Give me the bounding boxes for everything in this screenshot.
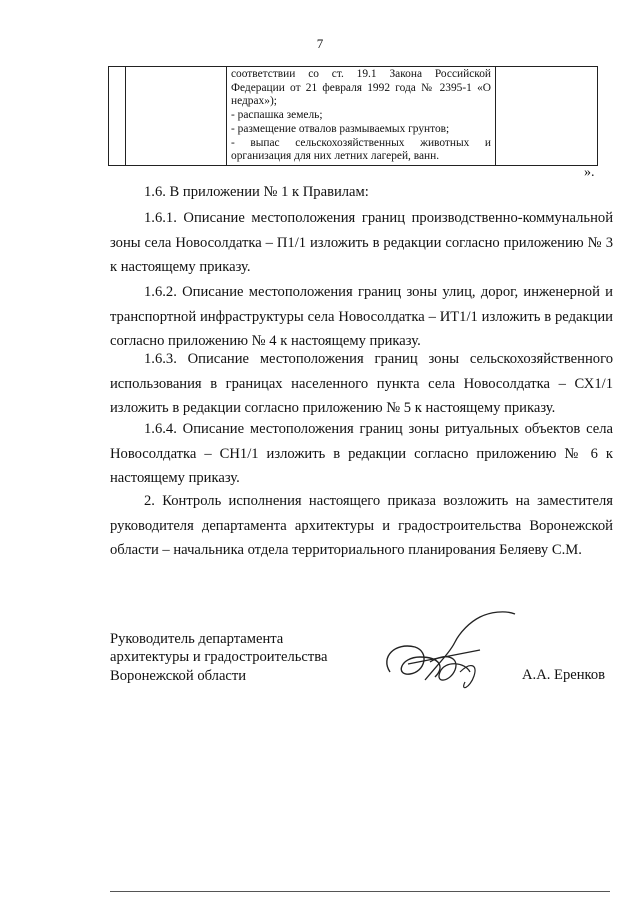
table-text-line: - распашка земель; [231, 109, 323, 122]
position-line: Руководитель департамента [110, 631, 284, 647]
page-number: 7 [316, 36, 324, 51]
position-line: архитектуры и градостроительства [110, 649, 328, 666]
table-text-line: - размещение отвалов размываемых грунтов; [231, 122, 450, 135]
continued-table [108, 66, 598, 166]
signer-name: А.А. Еренков [522, 667, 606, 683]
paragraph-2: 2. Контроль исполнения настоящего приказа возложить на заместителя руководителя департамента архитектуры и градостроительства Воронежской области – начальника отдела территориального планирования Беляеву С.М. [110, 493, 613, 559]
position-line: Воронежской области [110, 667, 247, 684]
table-text-line: соответствии со ст. 19.1 Закона Российской Федерации от 21 февраля 1992 года № 2395-1 «О недрах»); [231, 68, 491, 108]
paragraph-1-6-2: 1.6.2. Описание местоположения границ зоны улиц, дорог, инженерной и транспортной инфраструктуры села Новосолдатка – ИТ1/1 изложить в редакции согласно приложению № 4 к настоящему приказу. [110, 284, 613, 350]
table-cell-notes [496, 67, 598, 166]
paragraph-1-6-3: 1.6.3. Описание местоположения границ зоны сельскохозяйственного использования в границах населенного пункта села Новосолдатка – СХ1/1 изложить в редакции согласно приложению № 5 к настоящему приказу. [110, 351, 613, 417]
table-cell-restrictions [227, 67, 496, 166]
paragraph-1-6-4: 1.6.4. Описание местоположения границ зоны ритуальных объектов села Новосолдатка – СН1/1 изложить в редакции согласно приложению № 6 к настоящему приказу. [110, 421, 613, 487]
handwritten-signature [370, 602, 530, 702]
table-row [109, 67, 598, 166]
table-text-line: - выпас сельскохозяйственных животных и организация для них летних лагерей, ванн. [231, 136, 491, 163]
table-cell-number [109, 67, 126, 166]
paragraph-1-6-1: 1.6.1. Описание местоположения границ производственно-коммунальной зоны села Новосолдатка – П1/1 изложить в редакции согласно приложению № 3 к настоящему приказу. [110, 210, 613, 276]
paragraph-1-6: 1.6. В приложении № 1 к Правилам: [144, 184, 369, 200]
table-cell-zone [126, 67, 227, 166]
signature-position [110, 630, 327, 685]
footer-divider [110, 891, 610, 892]
closing-quote: ». [584, 165, 595, 180]
